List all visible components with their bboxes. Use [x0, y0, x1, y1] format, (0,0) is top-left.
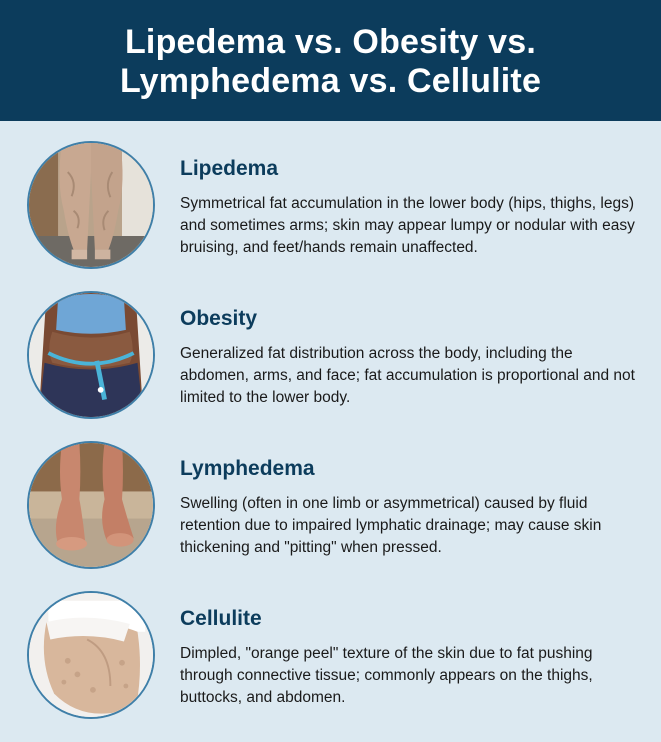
- lymphedema-feet-image: [29, 443, 153, 567]
- lipedema-legs-image: [29, 143, 153, 267]
- lipedema-photo: [27, 141, 155, 269]
- list-item-lymphedema: [0, 441, 661, 581]
- page-title-line-2: Lymphedema vs. Cellulite: [119, 61, 542, 100]
- cellulite-thigh-image: [29, 593, 153, 717]
- cellulite-title: Cellulite: [180, 607, 262, 630]
- obesity-waist-image: [29, 293, 153, 417]
- page-title-line-1: Lipedema vs. Obesity vs.: [124, 22, 537, 61]
- lipedema-description: Symmetrical fat accumulation in the lower body (hips, thighs, legs) and sometimes arms; skin may appear lumpy or nodular with easy bruising, and feet/hands remain unaffected.: [180, 195, 635, 256]
- comparison-list: [0, 121, 661, 742]
- obesity-description: Generalized fat distribution across the body, including the abdomen, arms, and face; fat accumulation is proportional and not limited to the lower body.: [180, 345, 635, 406]
- cellulite-photo: [27, 591, 155, 719]
- lymphedema-photo: [27, 441, 155, 569]
- list-item-lipedema: [0, 141, 661, 281]
- list-item-cellulite: [0, 591, 661, 731]
- cellulite-description: Dimpled, "orange peel" texture of the skin due to fat pushing through connective tissue; commonly appears on the thighs, buttocks, and abdomen.: [180, 645, 593, 706]
- obesity-photo: [27, 291, 155, 419]
- lipedema-title: Lipedema: [180, 157, 279, 180]
- lymphedema-description: Swelling (often in one limb or asymmetrical) caused by fluid retention due to impaired lymphatic drainage; may cause skin thickening and "pitting" when pressed.: [180, 495, 602, 556]
- list-item-obesity: [0, 291, 661, 431]
- lymphedema-title: Lymphedema: [180, 457, 315, 480]
- obesity-title: Obesity: [180, 307, 258, 330]
- page-header: [0, 0, 661, 121]
